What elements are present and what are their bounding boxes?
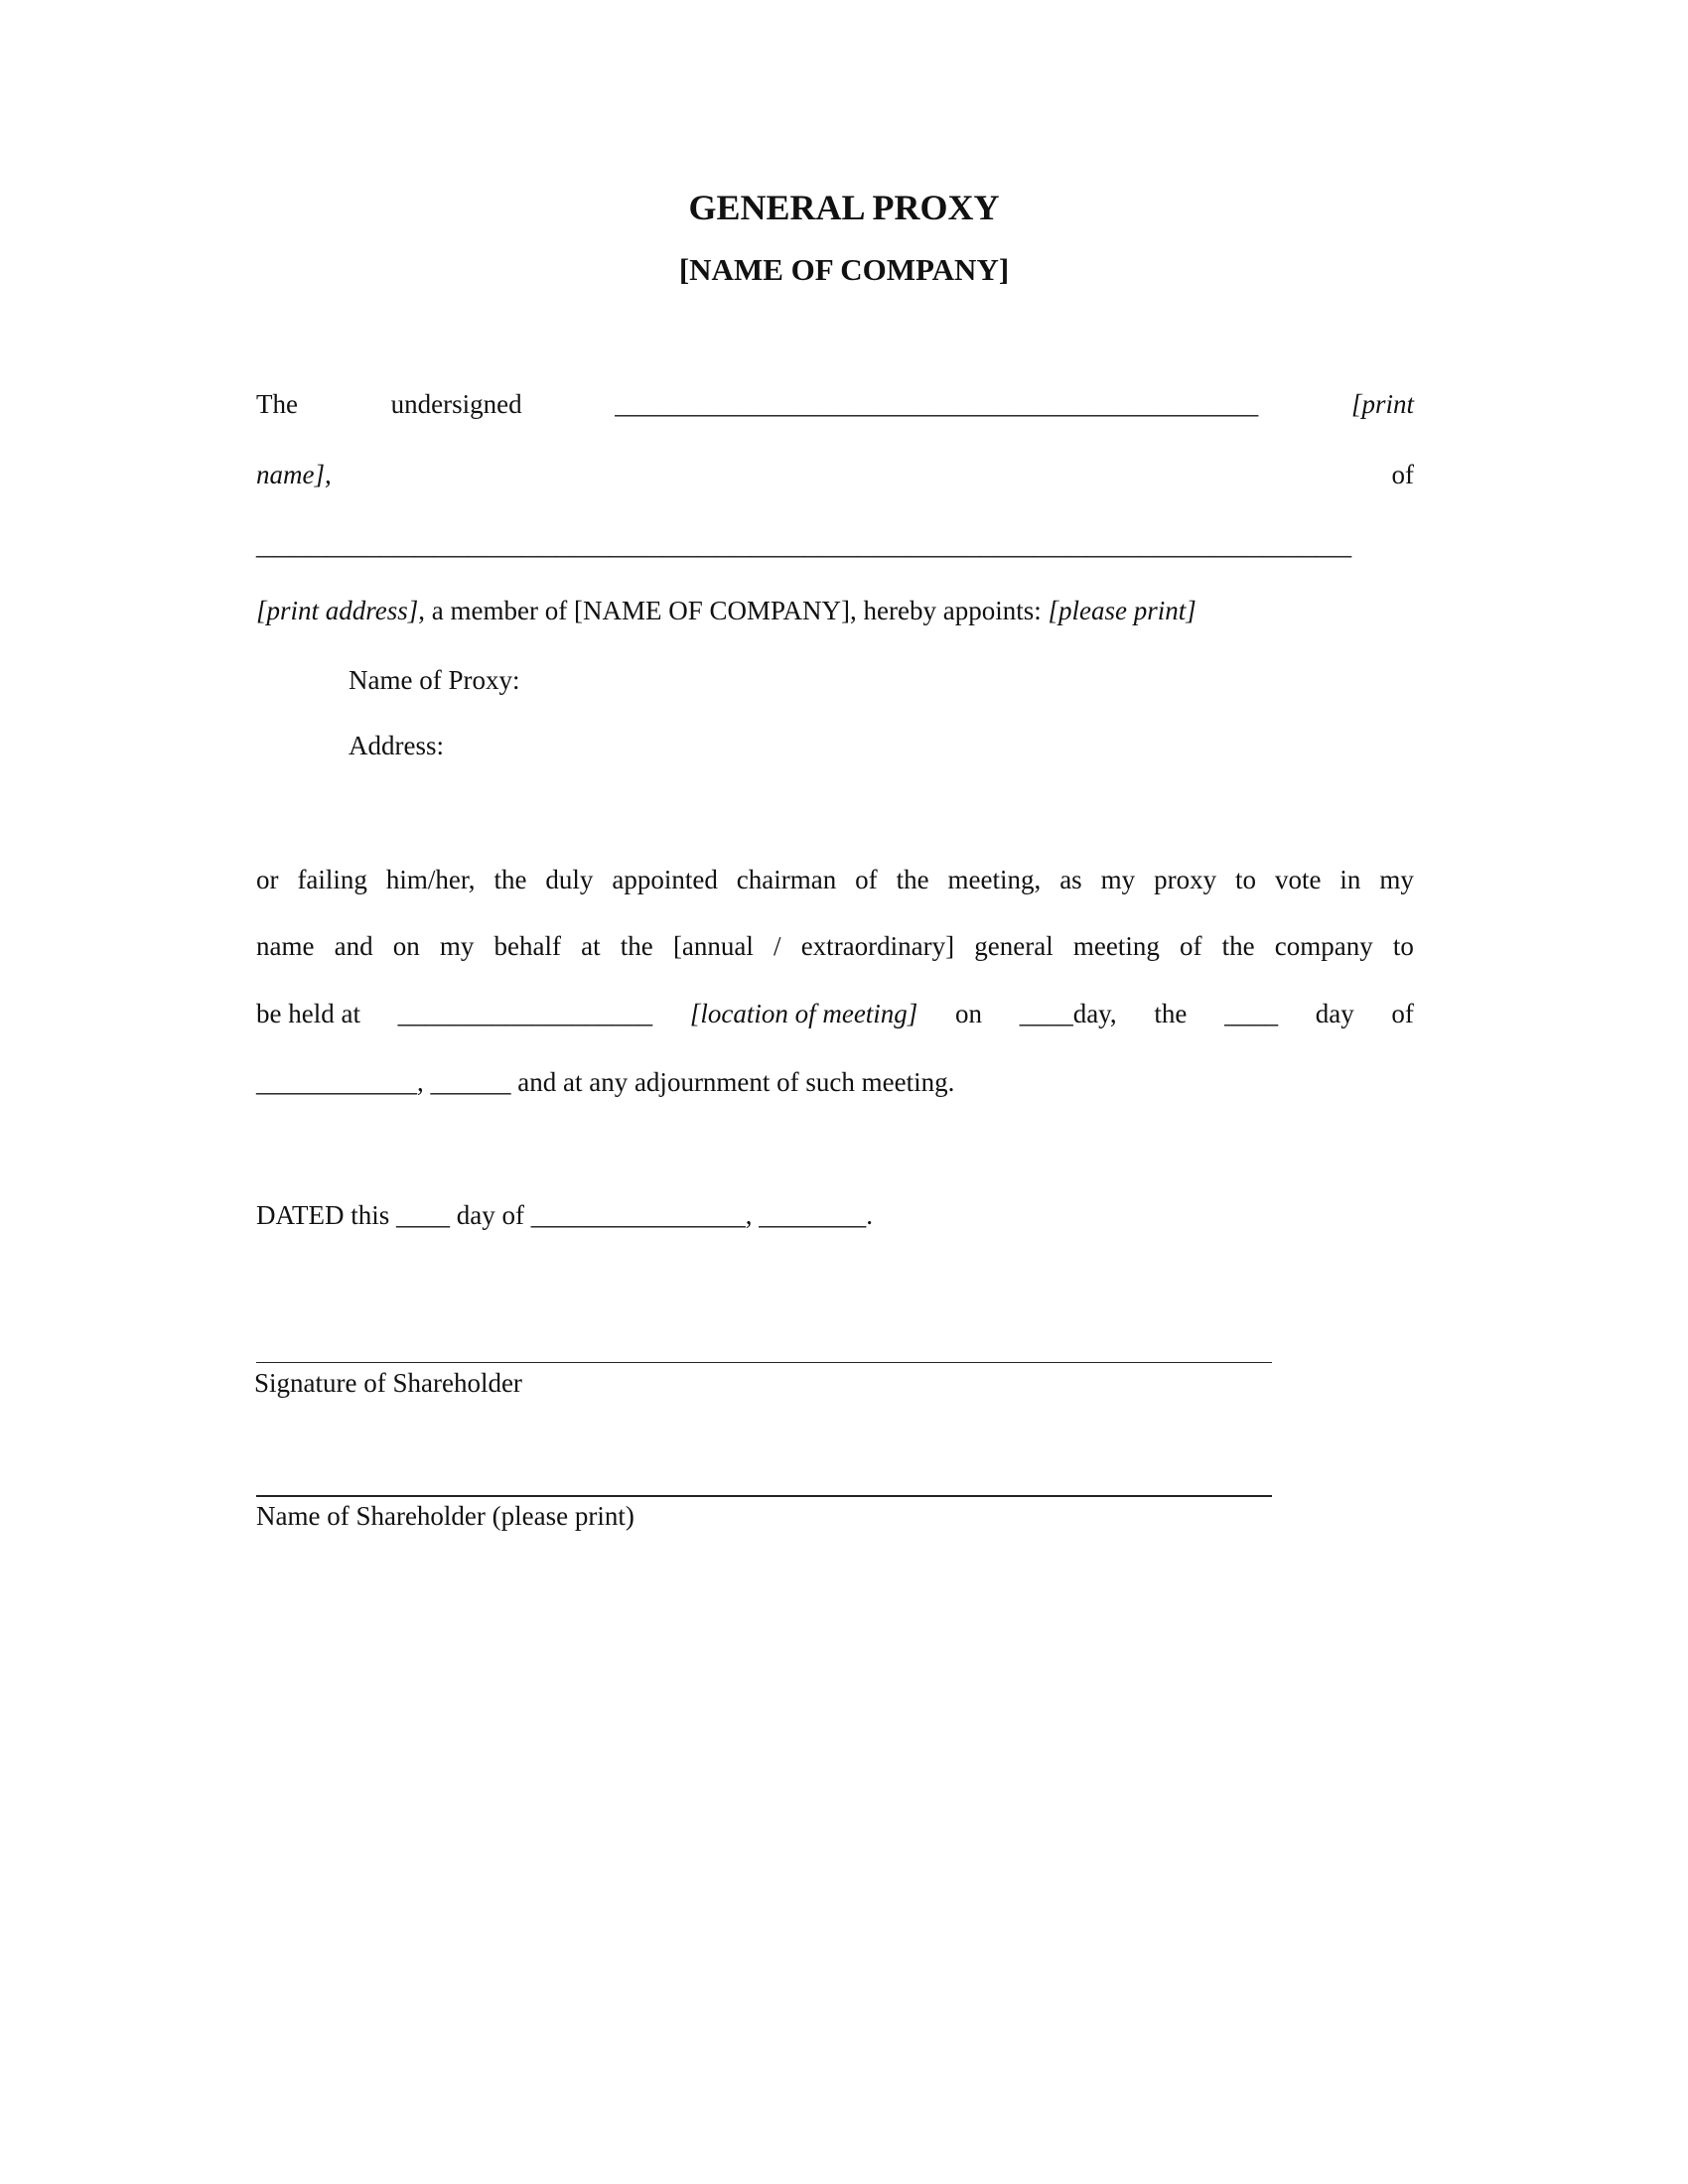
word: chairman — [736, 865, 837, 894]
location-blank[interactable]: ___________________ — [397, 999, 653, 1028]
signature-blank[interactable] — [256, 1362, 1272, 1363]
text: undersigned — [390, 389, 522, 419]
text: of — [1391, 460, 1414, 489]
word: and — [334, 931, 373, 961]
print-name-blank[interactable]: ________________________________________________ — [615, 389, 1259, 419]
word: at — [581, 931, 601, 961]
word: in — [1339, 865, 1361, 894]
document-title: GENERAL PROXY — [688, 188, 1000, 227]
proxy-address-label: Address: — [349, 731, 444, 760]
dated-line[interactable]: DATED this ____ day of ________________, ________. — [256, 1200, 873, 1230]
word: extraordinary] — [800, 931, 955, 961]
word: the — [620, 931, 653, 961]
meeting-location-line — [256, 997, 1414, 1030]
proxy-name-label: Name of Proxy: — [349, 665, 520, 695]
word: or — [256, 865, 279, 894]
word: proxy — [1154, 865, 1217, 894]
text: on — [955, 999, 983, 1028]
word: general — [974, 931, 1054, 961]
word: failing — [297, 865, 367, 894]
text: of — [1391, 999, 1414, 1028]
word: on — [392, 931, 420, 961]
word: the — [493, 865, 527, 894]
signature-label: Signature of Shareholder — [254, 1368, 522, 1398]
word: the — [896, 865, 929, 894]
weekday-blank[interactable]: ____day, — [1019, 999, 1117, 1028]
word: meeting — [1072, 931, 1160, 961]
day-blank[interactable]: ____ — [1224, 999, 1279, 1028]
word: company — [1274, 931, 1373, 961]
word: my — [1379, 865, 1414, 894]
text: day — [1315, 999, 1354, 1028]
word: of — [1179, 931, 1202, 961]
word: to — [1392, 931, 1414, 961]
text: be held at — [256, 999, 360, 1028]
undersigned-line — [256, 387, 1414, 421]
word: to — [1235, 865, 1257, 894]
word: meeting, — [947, 865, 1042, 894]
company-name-heading: [NAME OF COMPANY] — [678, 252, 1010, 287]
word: him/her, — [385, 865, 476, 894]
word: duly — [545, 865, 594, 894]
instruction-text: [location of meeting] — [689, 999, 918, 1028]
word: [annual — [672, 931, 754, 961]
address-blank[interactable]: ______________________________________________________________ — [256, 530, 1351, 560]
instruction-text: [print address] — [256, 596, 419, 625]
meeting-date-line[interactable]: ____________, ______ and at any adjournment of such meeting. — [256, 1067, 955, 1097]
word: of — [855, 865, 878, 894]
address-line — [256, 594, 1414, 627]
instruction-text: name], — [256, 460, 332, 489]
word: my — [1100, 865, 1136, 894]
instruction-text: [please print] — [1048, 596, 1196, 625]
paragraph-line — [256, 929, 1414, 963]
text: the — [1154, 999, 1188, 1028]
word: the — [1221, 931, 1255, 961]
word: vote — [1274, 865, 1322, 894]
name-of-line — [256, 458, 1414, 491]
text: , a member of [NAME OF COMPANY], hereby appoints: — [418, 596, 1049, 625]
text: The — [256, 389, 298, 419]
word: behalf — [493, 931, 562, 961]
instruction-text: [print — [1350, 389, 1414, 419]
word: name — [256, 931, 315, 961]
shareholder-name-label: Name of Shareholder (please print) — [256, 1501, 634, 1531]
word: my — [439, 931, 475, 961]
paragraph-line — [256, 863, 1414, 896]
word: as — [1059, 865, 1082, 894]
word: / — [774, 931, 781, 961]
shareholder-name-blank[interactable] — [256, 1495, 1272, 1497]
word: appointed — [612, 865, 718, 894]
